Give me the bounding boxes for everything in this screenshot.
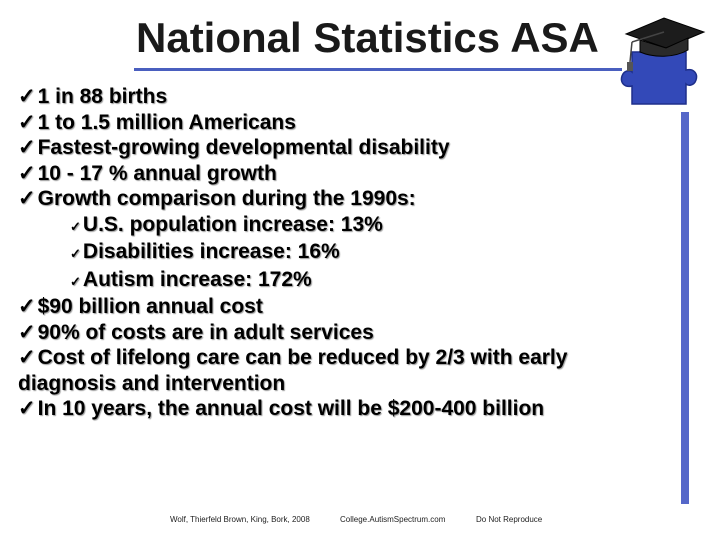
bullet-item: ✓Cost of lifelong care can be reduced by 2/3 with early diagnosis and intervention bbox=[18, 346, 568, 395]
check-icon: ✓ bbox=[18, 346, 36, 369]
sub-bullet-item: ✓U.S. population increase: 13% bbox=[70, 212, 383, 236]
check-icon: ✓ bbox=[18, 136, 36, 159]
check-icon: ✓ bbox=[18, 295, 36, 318]
check-icon: ✓ bbox=[70, 246, 81, 261]
bullet-list bbox=[18, 84, 658, 422]
bullet-item: ✓In 10 years, the annual cost will be $200-400 billion bbox=[18, 397, 545, 420]
check-icon: ✓ bbox=[18, 397, 36, 420]
check-icon: ✓ bbox=[18, 187, 36, 210]
footer-notice: Do Not Reproduce bbox=[476, 515, 543, 524]
bullet-item: ✓1 in 88 births bbox=[18, 85, 168, 108]
footer-website: College.AutismSpectrum.com bbox=[340, 515, 446, 524]
bullet-item: ✓10 - 17 % annual growth bbox=[18, 161, 277, 185]
check-icon: ✓ bbox=[70, 218, 81, 234]
bullet-item: ✓$90 billion annual cost bbox=[18, 295, 263, 318]
footer-citation: Wolf, Thierfeld Brown, King, Bork, 2008 bbox=[170, 515, 310, 524]
title-underline bbox=[134, 68, 622, 71]
bullet-item: ✓Fastest-growing developmental disability bbox=[18, 136, 450, 159]
check-icon: ✓ bbox=[18, 161, 36, 185]
slide-title: National Statistics ASA bbox=[136, 14, 599, 61]
check-icon: ✓ bbox=[18, 320, 36, 344]
check-icon: ✓ bbox=[18, 85, 36, 108]
bullet-item: ✓Growth comparison during the 1990s: bbox=[18, 187, 416, 210]
sub-bullet-item: ✓Disabilities increase: 16% bbox=[70, 240, 340, 263]
bullet-item: ✓1 to 1.5 million Americans bbox=[18, 110, 296, 134]
sub-bullet-item: ✓Autism increase: 172% bbox=[70, 267, 312, 291]
slide-footer bbox=[0, 515, 720, 529]
check-icon: ✓ bbox=[70, 273, 81, 289]
accent-vertical-bar bbox=[681, 112, 689, 504]
check-icon: ✓ bbox=[18, 110, 36, 134]
bullet-item: ✓90% of costs are in adult services bbox=[18, 320, 374, 344]
